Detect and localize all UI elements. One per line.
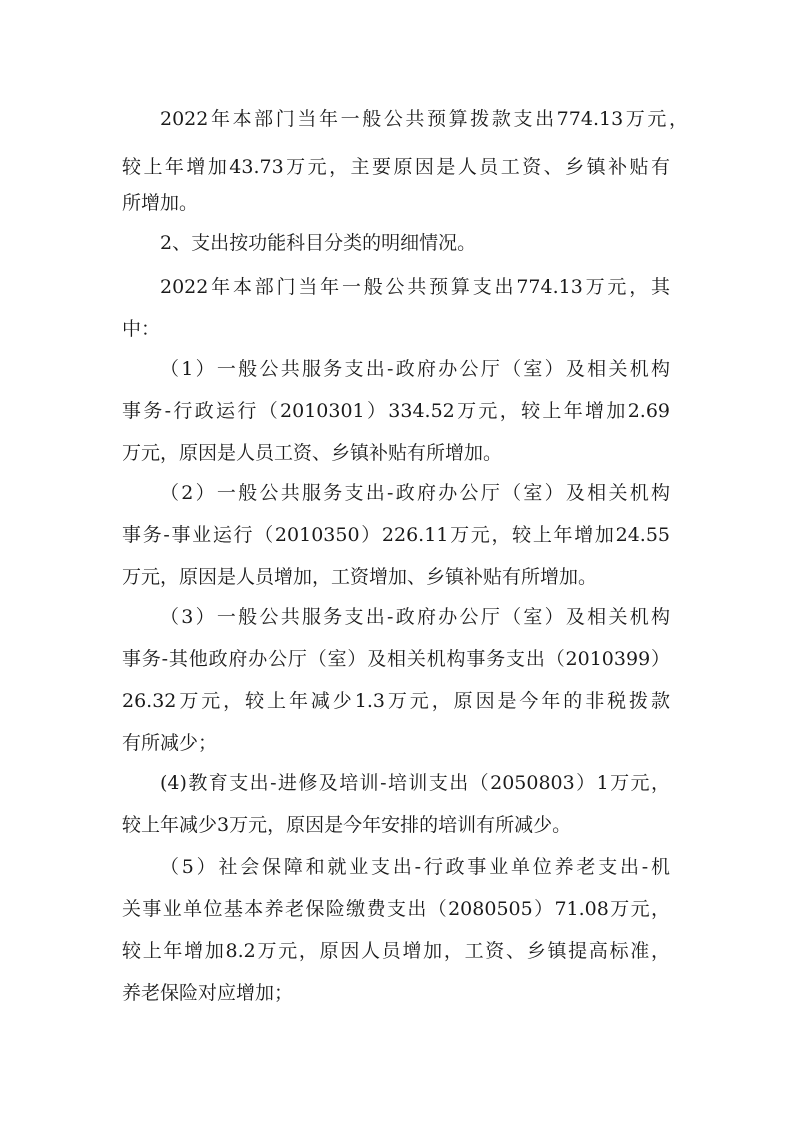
text-line: 2、支出按功能科目分类的明细情况。 xyxy=(160,232,477,254)
text-line: 较上年减少3万元，原因是今年安排的培训有所减少。 xyxy=(122,814,572,836)
text-line: 较上年增加8.2万元，原因人员增加，工资、乡镇提高标准， xyxy=(122,940,670,962)
text-line: （3）一般公共服务支出-政府办公厅（室）及相关机构 xyxy=(160,606,670,628)
text-line: 事务-其他政府办公厅（室）及相关机构事务支出（2010399） xyxy=(122,648,670,670)
text-line: 关事业单位基本养老保险缴费支出（2080505）71.08万元， xyxy=(122,898,670,920)
text-line: 26.32万元，较上年减少1.3万元，原因是今年的非税拨款 xyxy=(122,690,670,712)
text-line: 2022年本部门当年一般公共预算拨款支出774.13万元， xyxy=(160,108,688,130)
text-line: 有所减少； xyxy=(122,732,218,754)
text-line: （2）一般公共服务支出-政府办公厅（室）及相关机构 xyxy=(160,482,670,504)
text-line: （1）一般公共服务支出-政府办公厅（室）及相关机构 xyxy=(160,358,670,380)
text-line: (4)教育支出-进修及培训-培训支出（2050803）1万元， xyxy=(160,772,670,794)
text-line: 事务-行政运行（2010301）334.52万元，较上年增加2.69 xyxy=(122,400,670,422)
text-line: 事务-事业运行（2010350）226.11万元，较上年增加24.55 xyxy=(122,524,670,546)
text-line: （5）社会保障和就业支出-行政事业单位养老支出-机 xyxy=(160,856,670,878)
text-line: 万元，原因是人员工资、乡镇补贴有所增加。 xyxy=(122,442,503,464)
text-line: 中： xyxy=(122,318,161,340)
text-line: 所增加。 xyxy=(122,192,199,214)
text-line: 养老保险对应增加； xyxy=(122,982,294,1004)
text-line: 较上年增加43.73万元，主要原因是人员工资、乡镇补贴有 xyxy=(122,156,670,178)
text-line: 万元，原因是人员增加，工资增加、乡镇补贴有所增加。 xyxy=(122,566,598,588)
text-line: 2022年本部门当年一般公共预算支出774.13万元，其 xyxy=(160,276,670,298)
